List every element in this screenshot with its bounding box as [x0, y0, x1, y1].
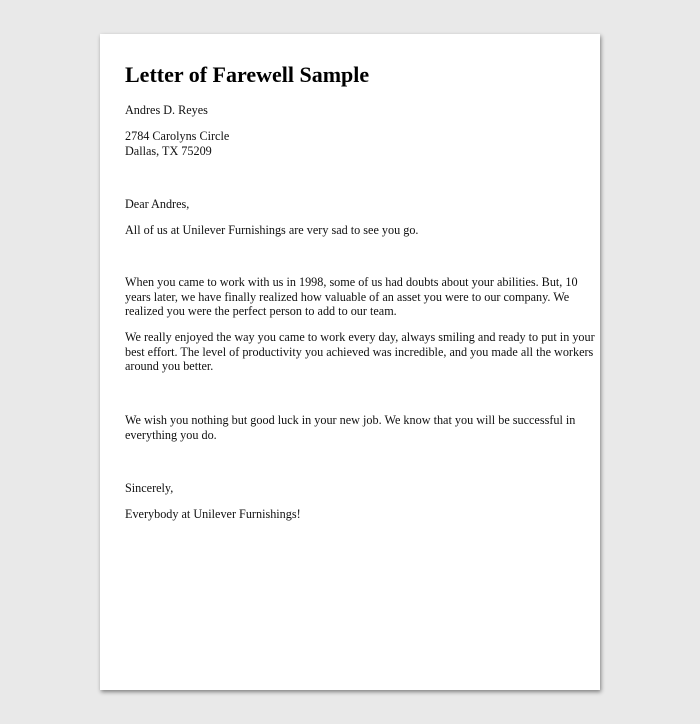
- address-line: 2784 Carolyns Circle: [125, 129, 230, 144]
- paragraph-line: around you better.: [125, 358, 214, 373]
- closing: Sincerely,: [125, 480, 174, 495]
- paragraph-line: When you came to work with us in 1998, some of us had doubts about your abilities. But, 10: [125, 275, 578, 290]
- letter-title: Letter of Farewell Sample: [125, 62, 370, 87]
- paragraph-line: years later, we have finally realized how valuable of an asset you were to our company. We: [125, 289, 570, 304]
- paragraph-line: realized you were the perfect person to add to our team.: [125, 304, 397, 319]
- address-line: Dallas, TX 75209: [125, 143, 212, 158]
- salutation: Dear Andres,: [125, 196, 190, 211]
- intro-paragraph: All of us at Unilever Furnishings are very sad to see you go.: [125, 223, 419, 238]
- paragraph-line: We really enjoyed the way you came to work every day, always smiling and ready to put in your: [125, 330, 595, 345]
- paragraph-line: everything you do.: [125, 427, 217, 442]
- paragraph-line: We wish you nothing but good luck in your new job. We know that you will be successful in: [125, 413, 576, 428]
- body-paragraph-1: [125, 275, 583, 318]
- document-page: [100, 34, 600, 690]
- body-paragraph-2: [125, 330, 595, 373]
- paragraph-line: best effort. The level of productivity you achieved was incredible, and you made all the workers: [125, 344, 594, 359]
- sender-name: Andres D. Reyes: [125, 103, 208, 117]
- letter-content: [125, 62, 595, 522]
- signature: Everybody at Unilever Furnishings!: [125, 507, 301, 522]
- body-paragraph-3: [125, 413, 583, 442]
- sender-address: [125, 129, 583, 158]
